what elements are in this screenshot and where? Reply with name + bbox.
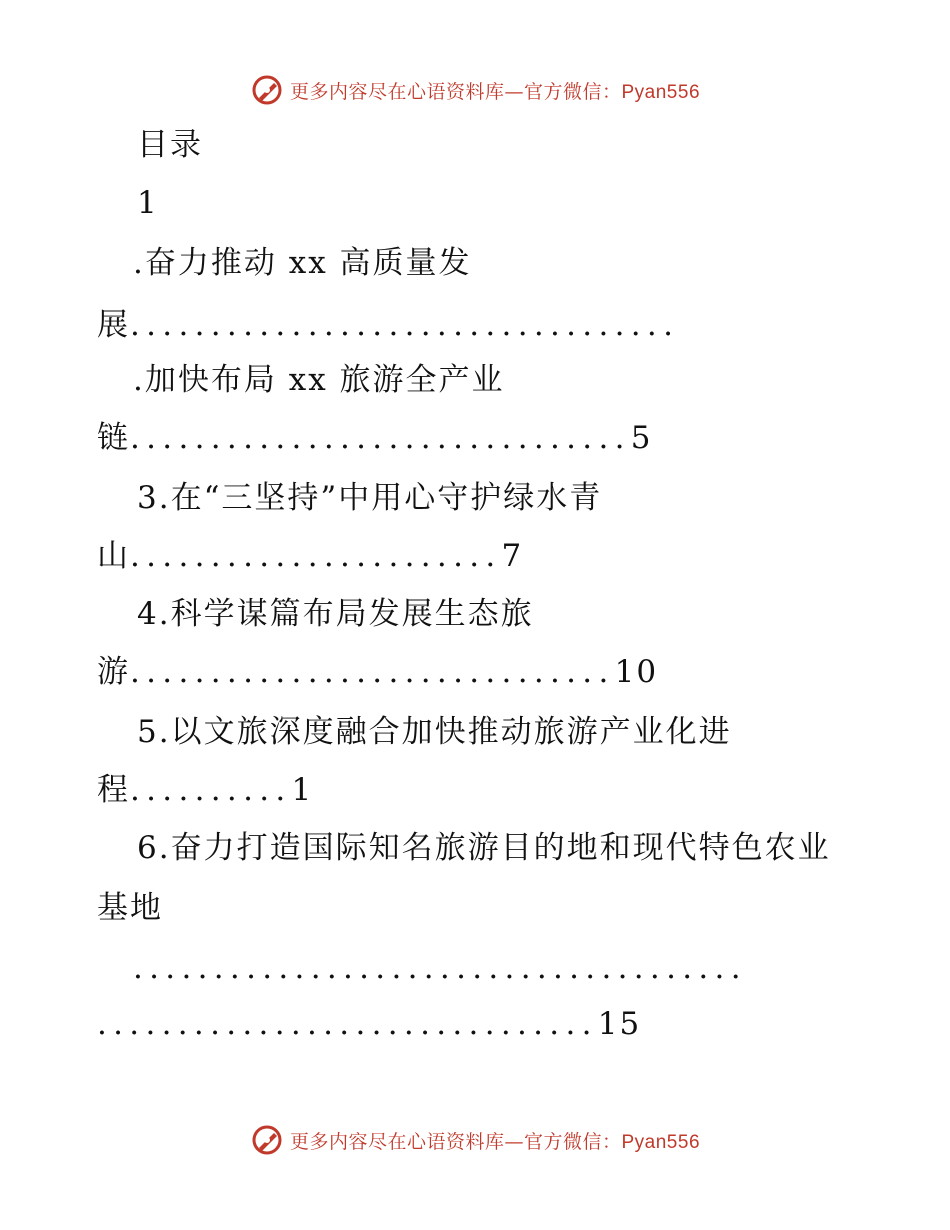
toc-entry-2-title: .加快布局 xx 旅游全产业 <box>133 362 505 398</box>
toc-entry-6-leader <box>97 1004 641 1044</box>
toc-entry-3-leader: 山.......................7 <box>97 538 524 574</box>
toc-leader-dots: .......... <box>130 772 292 808</box>
toc-leader-dots: ............................... <box>130 420 631 456</box>
toc-leader-dots: ............................... <box>97 1006 598 1042</box>
toc-leader-dots: .................................. <box>130 307 680 343</box>
toc-number: 1 <box>137 185 159 221</box>
toc-page-number: 5 <box>630 420 653 456</box>
pen-logo-icon <box>250 1123 284 1157</box>
toc-entry-5-leader: 程..........1 <box>97 772 314 808</box>
toc-entry-4-title: 4.科学谋篇布局发展生态旅 <box>137 596 534 632</box>
toc-leader-dots: ...................................... <box>133 950 747 986</box>
toc-entry-3-title: 3.在“三坚持”中用心守护绿水青 <box>137 480 603 516</box>
header-banner <box>0 70 950 110</box>
pen-logo-icon <box>250 73 284 107</box>
toc-page-number: 1 <box>291 772 314 808</box>
toc-leader-dots: ....................... <box>130 538 502 574</box>
toc-entry-6-title-cont: 基地 <box>97 890 163 926</box>
footer-banner-text: 更多内容尽在心语资料库—官方微信：Pyan556 <box>289 1130 701 1153</box>
toc-entry-1-title: .奋力推动 xx 高质量发 <box>133 245 472 281</box>
toc-entry-1-leader: 展.................................. <box>97 307 680 343</box>
toc-title: 目录 <box>137 127 203 163</box>
toc-entry-5-title: 5.以文旅深度融合加快推动旅游产业化进 <box>137 714 732 750</box>
toc-leader-dots: .............................. <box>130 654 615 690</box>
toc-page-number: 7 <box>501 538 524 574</box>
toc-entry-2-leader: 链...............................5 <box>97 420 653 456</box>
footer-banner <box>0 1120 950 1160</box>
toc-page-number: 10 <box>614 654 659 690</box>
toc-page-number: 15 <box>597 1006 642 1042</box>
toc-entry-6-title: 6.奋力打造国际知名旅游目的地和现代特色农业 <box>137 830 831 866</box>
header-banner-text: 更多内容尽在心语资料库—官方微信：Pyan556 <box>289 80 701 103</box>
toc-entry-4-leader: 游..............................10 <box>97 654 659 690</box>
